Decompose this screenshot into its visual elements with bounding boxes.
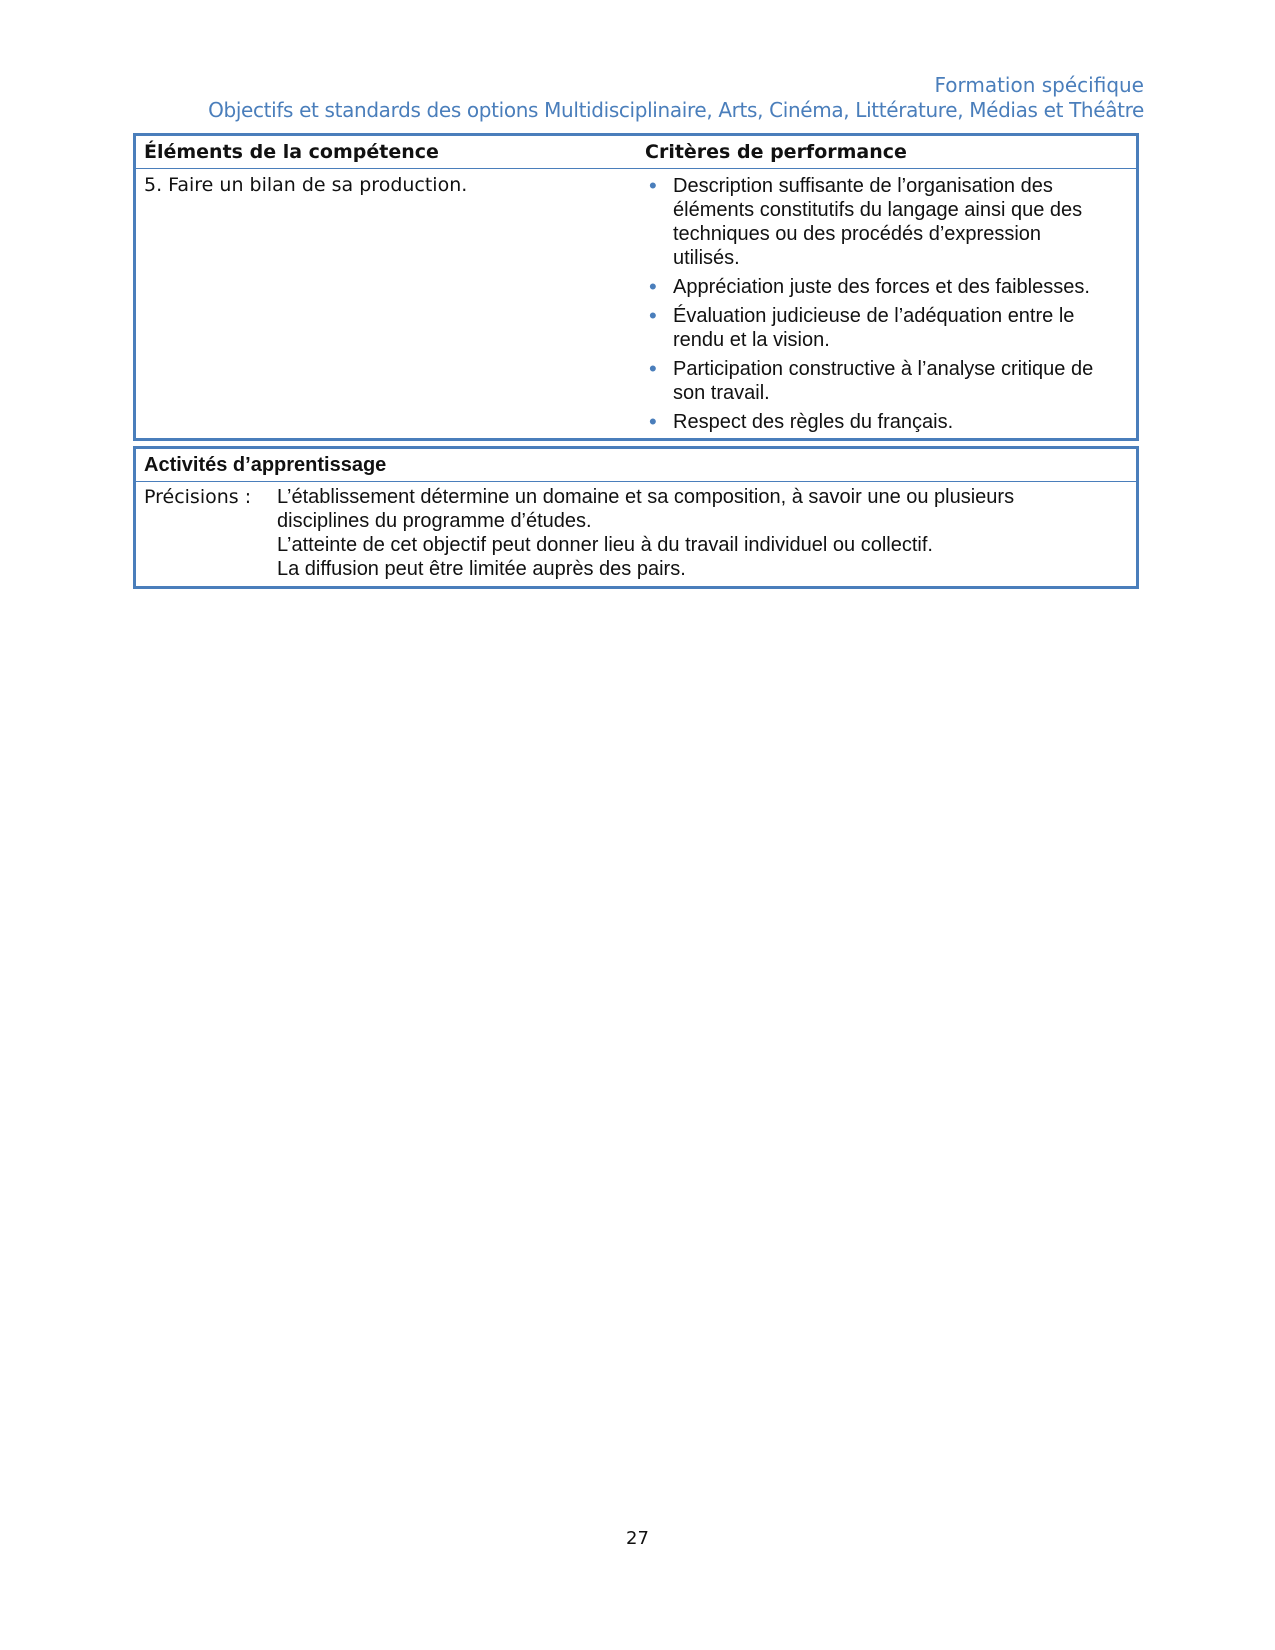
- activites-table-header: [136, 449, 1136, 482]
- criteria-item: [645, 410, 1125, 434]
- precisions-line: disciplines du programme d’études.: [277, 510, 592, 532]
- activites-title: Activités d’apprentissage: [144, 454, 387, 476]
- criteria-line: Appréciation juste des forces et des faiblesses.: [673, 276, 1090, 298]
- precisions-line: L’atteinte de cet objectif peut donner lieu à du travail individuel ou collectif.: [277, 534, 933, 556]
- criteria-line: son travail.: [673, 382, 770, 404]
- criteria-item: [645, 357, 1125, 405]
- header-section-title: Formation spécifique: [934, 73, 1144, 97]
- criteria-item: [645, 174, 1125, 270]
- column-header-elements: Éléments de la compétence: [144, 141, 439, 163]
- criteria-line: techniques ou des procédés d’expression: [673, 223, 1042, 245]
- criteria-item: [645, 275, 1125, 299]
- criteria-item: [645, 304, 1125, 352]
- bullet-icon: •: [649, 356, 657, 381]
- precisions-line: L’établissement détermine un domaine et sa composition, à savoir une ou plusieurs: [277, 486, 1015, 508]
- criteria-line: utilisés.: [673, 247, 740, 269]
- bullet-icon: •: [649, 409, 657, 434]
- bullet-icon: •: [649, 303, 657, 328]
- criteria-line: Participation constructive à l’analyse critique de: [673, 358, 1094, 380]
- criteria-line: rendu et la vision.: [673, 329, 830, 351]
- page-number: 27: [626, 1528, 649, 1549]
- criteria-list: [645, 174, 1125, 439]
- header-subtitle: Objectifs et standards des options Multidisciplinaire, Arts, Cinéma, Littérature, Médias et Théâtre: [208, 98, 1144, 122]
- competence-element: 5. Faire un bilan de sa production.: [144, 174, 468, 196]
- precisions-label: Précisions :: [144, 486, 252, 508]
- bullet-icon: •: [649, 173, 657, 198]
- criteria-line: éléments constitutifs du langage ainsi que des: [673, 199, 1083, 221]
- competence-table: [133, 133, 1139, 441]
- column-header-criteres: Critères de performance: [645, 141, 907, 163]
- page-header: [208, 73, 1144, 123]
- criteria-line: Évaluation judicieuse de l’adéquation entre le: [673, 305, 1075, 327]
- precisions-text: [277, 485, 1097, 581]
- competence-table-header: [136, 136, 1136, 169]
- precisions-line: La diffusion peut être limitée auprès des pairs.: [277, 558, 686, 580]
- criteria-line: Respect des règles du français.: [673, 411, 954, 433]
- activites-table: [133, 446, 1139, 589]
- criteria-line: Description suffisante de l’organisation des: [673, 175, 1053, 197]
- bullet-icon: •: [649, 274, 657, 299]
